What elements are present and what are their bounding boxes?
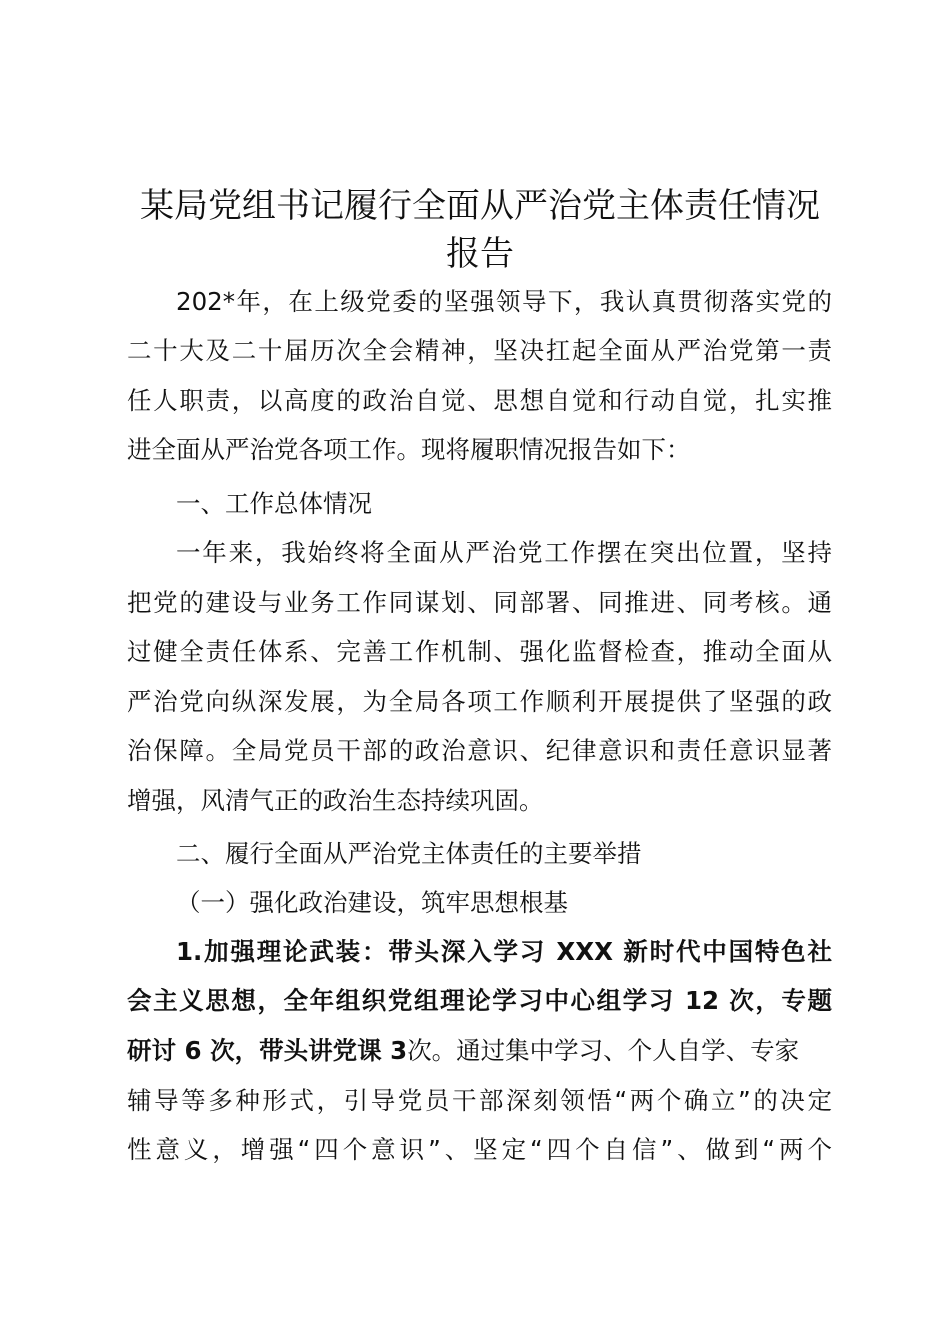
section1-line-5: 治保障。全局党员干部的政治意识、纪律意识和责任意识显著	[127, 736, 832, 765]
section2-subheading: （一）强化政治建设，筑牢思想根基	[176, 888, 568, 917]
document-title-line-2: 报告	[446, 234, 514, 274]
section1-heading: 一、工作总体情况	[176, 489, 372, 518]
intro-line-4: 进全面从严治党各项工作。现将履职情况报告如下：	[127, 435, 691, 464]
item1-line-3	[127, 1033, 832, 1069]
intro-line-1: 202*年，在上级党委的坚强领导下，我认真贯彻落实党的	[176, 287, 832, 316]
intro-line-3: 任人职责，以高度的政治自觉、思想自觉和行动自觉，扎实推	[127, 386, 832, 415]
section1-line-4: 严治党向纵深发展，为全局各项工作顺利开展提供了坚强的政	[127, 687, 832, 716]
intro-line-2: 二十大及二十届历次全会精神，坚决扛起全面从严治党第一责	[127, 336, 832, 365]
section1-line-3: 过健全责任体系、完善工作机制、强化监督检查，推动全面从	[127, 637, 832, 666]
section2-heading: 二、履行全面从严治党主体责任的主要举措	[176, 839, 642, 868]
section1-line-1: 一年来，我始终将全面从严治党工作摆在突出位置，坚持	[176, 538, 832, 567]
item1-line-4: 辅导等多种形式，引导党员干部深刻领悟“两个确立”的决定	[127, 1086, 832, 1115]
section1-line-6: 增强，风清气正的政治生态持续巩固。	[127, 786, 544, 815]
item1-line-5: 性意义，增强“四个意识”、坚定“四个自信”、做到“两个	[127, 1135, 832, 1164]
item1-bold-line-3: 研讨 6 次，带头讲党课 3	[127, 1036, 408, 1065]
document-title-line-1: 某局党组书记履行全面从严治党主体责任情况	[140, 186, 820, 226]
section1-line-2: 把党的建设与业务工作同谋划、同部署、同推进、同考核。通	[127, 588, 832, 617]
item1-bold-line-2: 会主义思想，全年组织党组理论学习中心组学习 12 次，专题	[127, 986, 832, 1015]
item1-bold-line-1: 1.加强理论武装：带头深入学习 XXX 新时代中国特色社	[176, 937, 832, 966]
item1-line-3-rest: 次。通过集中学习、个人自学、专家	[407, 1036, 800, 1065]
